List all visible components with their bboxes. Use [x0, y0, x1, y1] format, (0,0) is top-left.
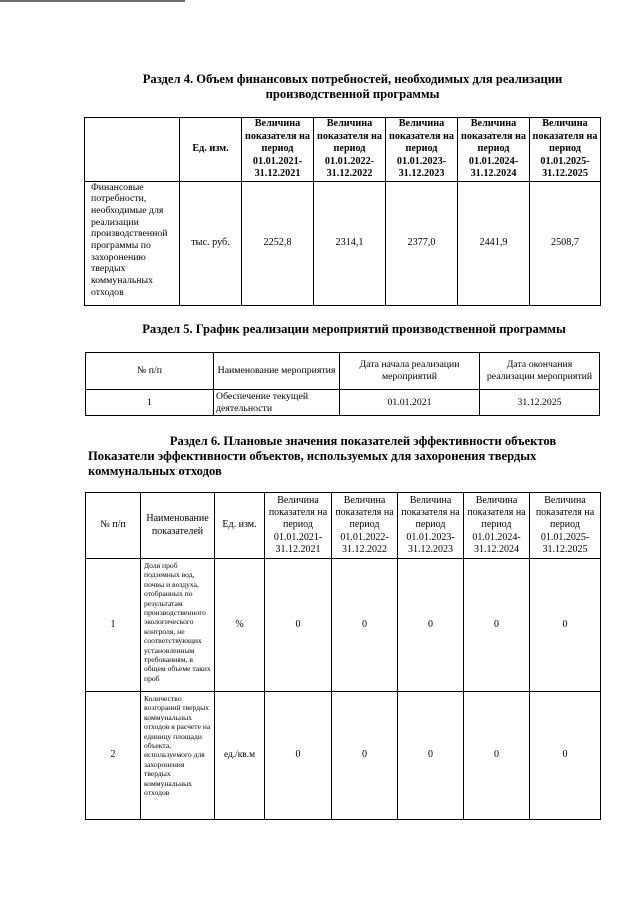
row-end-cell: 31.12.2025 [480, 390, 600, 416]
value-cell-2023: 2377,0 [386, 181, 458, 305]
row-name-cell: Финансовые потребности, необходимые для реализации производственной программы по захоронению твердых коммунальных отходов [85, 181, 180, 305]
financial-needs-table [84, 117, 601, 306]
header-cell-num: № п/п [86, 353, 214, 390]
header-cell-2022: Величина показателя на период 01.01.2022-31.12.2022 [314, 118, 386, 182]
efficiency-table [85, 492, 601, 820]
header-cell-2025: Величина показателя на период 01.01.2025-31.12.2025 [530, 118, 601, 182]
table-header-row [85, 118, 601, 182]
row-start-cell: 01.01.2021 [340, 390, 480, 416]
value-cell-2024: 0 [464, 559, 530, 692]
row-unit-cell: % [215, 559, 265, 692]
header-cell-2023: Величина показателя на период 01.01.2023-31.12.2023 [386, 118, 458, 182]
section-6-title-line2: Показатели эффективности объектов, используемых для захоронения твердых коммунальных отходов [88, 449, 537, 478]
header-cell-name: Наименование мероприятия [214, 353, 340, 390]
section-4-title [80, 72, 625, 102]
header-cell-start: Дата начала реализации мероприятий [340, 353, 480, 390]
row-num-cell: 2 [86, 692, 141, 820]
section-4-title-line2: производственной программы [265, 87, 440, 101]
value-cell-2021: 2252,8 [242, 181, 314, 305]
header-cell-2025: Величина показателя на период 01.01.2025-31.12.2025 [530, 493, 601, 559]
header-cell-name: Наименование показателей [141, 493, 215, 559]
value-cell-2025: 2508,7 [530, 181, 601, 305]
value-cell-2022: 2314,1 [314, 181, 386, 305]
header-cell-2023: Величина показателя на период 01.01.2023-31.12.2023 [398, 493, 464, 559]
table-header-row [86, 353, 600, 390]
header-cell-end: Дата окончания реализации мероприятий [480, 353, 600, 390]
row-num-cell: 1 [86, 390, 214, 416]
value-cell-2021: 0 [265, 559, 332, 692]
row-unit-cell: тыс. руб. [180, 181, 242, 305]
table-row [86, 692, 601, 820]
header-cell-num: № п/п [86, 493, 141, 559]
header-cell-2024: Величина показателя на период 01.01.2024-31.12.2024 [458, 118, 530, 182]
section-6-title-line1: Раздел 6. Плановые значения показателей эффективности объектов [169, 434, 557, 448]
row-name-cell: Доля проб подземных вод, почвы и воздуха, отобранных по результатам производственного экологического контроля, не соответствующих установленным требованиям, в общем объеме таких проб [141, 559, 215, 692]
value-cell-2023: 0 [398, 559, 464, 692]
table-row [85, 181, 601, 305]
table-header-row [86, 493, 601, 559]
value-cell-2022: 0 [332, 692, 398, 820]
header-cell-2021: Величина показателя на период 01.01.2021-31.12.2021 [242, 118, 314, 182]
table-row [86, 390, 600, 416]
header-cell-unit: Ед. изм. [180, 118, 242, 182]
table-row [86, 559, 601, 692]
value-cell-2023: 0 [398, 692, 464, 820]
header-cell-2022: Величина показателя на период 01.01.2022-31.12.2022 [332, 493, 398, 559]
schedule-table [85, 352, 600, 416]
section-5-title: Раздел 5. График реализации мероприятий производственной программы [142, 322, 566, 336]
value-cell-2022: 0 [332, 559, 398, 692]
value-cell-2021: 0 [265, 692, 332, 820]
header-cell-unit: Ед. изм. [215, 493, 265, 559]
value-cell-2024: 2441,9 [458, 181, 530, 305]
row-unit-cell: ед./кв.м [215, 692, 265, 820]
row-name-cell: Количество возгораний твердых коммунальных отходов в расчете на единицу площади объекта, используемого для захоронения твердых коммунальных отходов [141, 692, 215, 820]
header-cell-2021: Величина показателя на период 01.01.2021-31.12.2021 [265, 493, 332, 559]
value-cell-2025: 0 [530, 559, 601, 692]
row-name-cell: Обеспечение текущей деятельности [214, 390, 340, 416]
value-cell-2024: 0 [464, 692, 530, 820]
section-6-title [88, 434, 608, 479]
row-num-cell: 1 [86, 559, 141, 692]
section-4-title-line1: Раздел 4. Объем финансовых потребностей, необходимых для реализации [142, 72, 563, 86]
header-cell-empty [85, 118, 180, 182]
value-cell-2025: 0 [530, 692, 601, 820]
header-cell-2024: Величина показателя на период 01.01.2024-31.12.2024 [464, 493, 530, 559]
scan-edge-line [0, 0, 185, 2]
